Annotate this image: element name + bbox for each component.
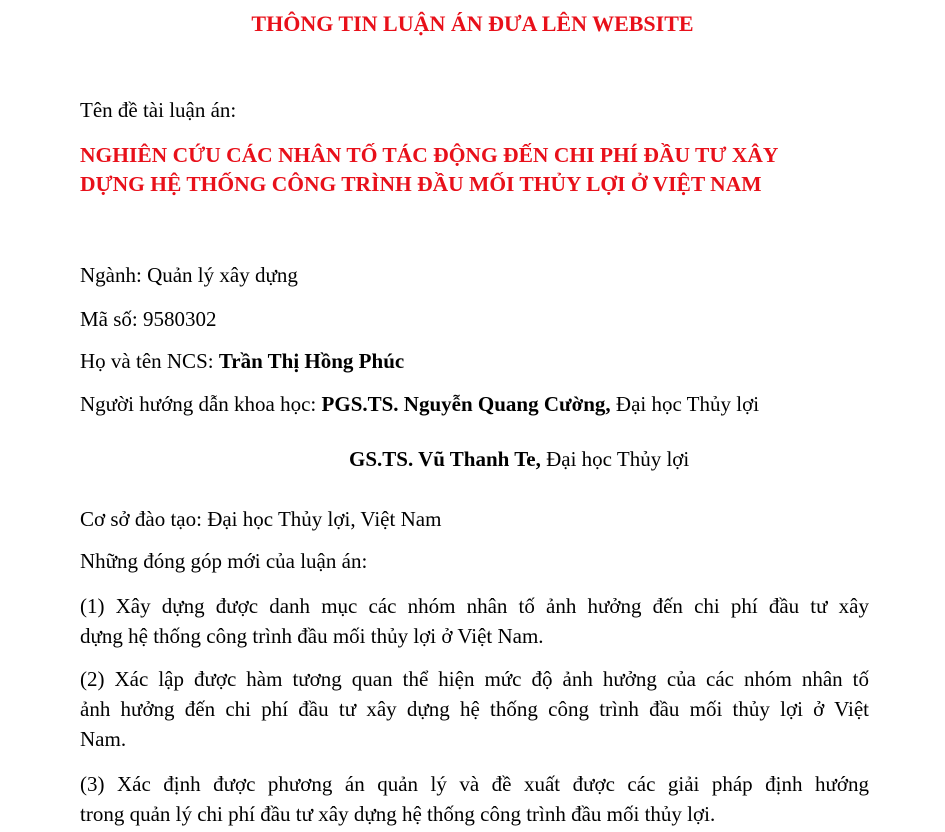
thesis-title-line-2: DỰNG HỆ THỐNG CÔNG TRÌNH ĐẦU MỐI THỦY LỢI Ở VIỆT NAM bbox=[80, 172, 762, 196]
student-line bbox=[80, 347, 404, 375]
code-line: Mã số: 9580302 bbox=[80, 307, 217, 331]
contribution-2-line-3: Nam. bbox=[80, 727, 127, 751]
advisor-2-line bbox=[349, 445, 689, 473]
advisor-label: Người hướng dẫn khoa học: bbox=[80, 392, 322, 416]
contribution-3-line-2: trong quản lý chi phí đầu tư xây dựng hệ thống công trình đầu mối thủy lợi. bbox=[80, 802, 716, 826]
contribution-2-line-2: ảnh hưởng đến chi phí đầu tư xây dựng hệ thống công trình đầu mối thủy lợi ở Việt bbox=[80, 697, 869, 721]
contribution-3-line-1: (3) Xác định được phương án quản lý và đề xuất được các giải pháp định hướng bbox=[80, 772, 869, 796]
advisor-1-affiliation: Đại học Thủy lợi bbox=[610, 392, 760, 416]
topic-label: Tên đề tài luận án: bbox=[80, 98, 237, 122]
contribution-1 bbox=[80, 591, 869, 651]
document-title: THÔNG TIN LUẬN ÁN ĐƯA LÊN WEBSITE bbox=[251, 11, 694, 36]
contribution-2 bbox=[80, 664, 869, 754]
major-line: Ngành: Quản lý xây dựng bbox=[80, 263, 298, 287]
contributions-heading: Những đóng góp mới của luận án: bbox=[80, 549, 368, 573]
contribution-1-line-2: dựng hệ thống công trình đầu mối thủy lợi ở Việt Nam. bbox=[80, 624, 544, 648]
contribution-3 bbox=[80, 769, 869, 829]
institution-line: Cơ sở đào tạo: Đại học Thủy lợi, Việt Nam bbox=[80, 507, 442, 531]
advisor-1-name: PGS.TS. Nguyễn Quang Cường, bbox=[321, 392, 611, 416]
thesis-title-line-1: NGHIÊN CỨU CÁC NHÂN TỐ TÁC ĐỘNG ĐẾN CHI PHÍ ĐẦU TƯ XÂY bbox=[80, 143, 779, 167]
advisor-2-affiliation: Đại học Thủy lợi bbox=[540, 447, 690, 471]
advisor-2-name: GS.TS. Vũ Thanh Te, bbox=[349, 447, 541, 471]
student-name: Trần Thị Hồng Phúc bbox=[218, 349, 405, 373]
contribution-1-line-1: (1) Xây dựng được danh mục các nhóm nhân tố ảnh hưởng đến chi phí đầu tư xây bbox=[80, 594, 869, 618]
student-label: Họ và tên NCS: bbox=[80, 349, 219, 373]
contribution-2-line-1: (2) Xác lập được hàm tương quan thể hiện mức độ ảnh hưởng của các nhóm nhân tố bbox=[80, 667, 869, 691]
advisor-1-line bbox=[80, 390, 759, 418]
thesis-title bbox=[80, 141, 870, 199]
